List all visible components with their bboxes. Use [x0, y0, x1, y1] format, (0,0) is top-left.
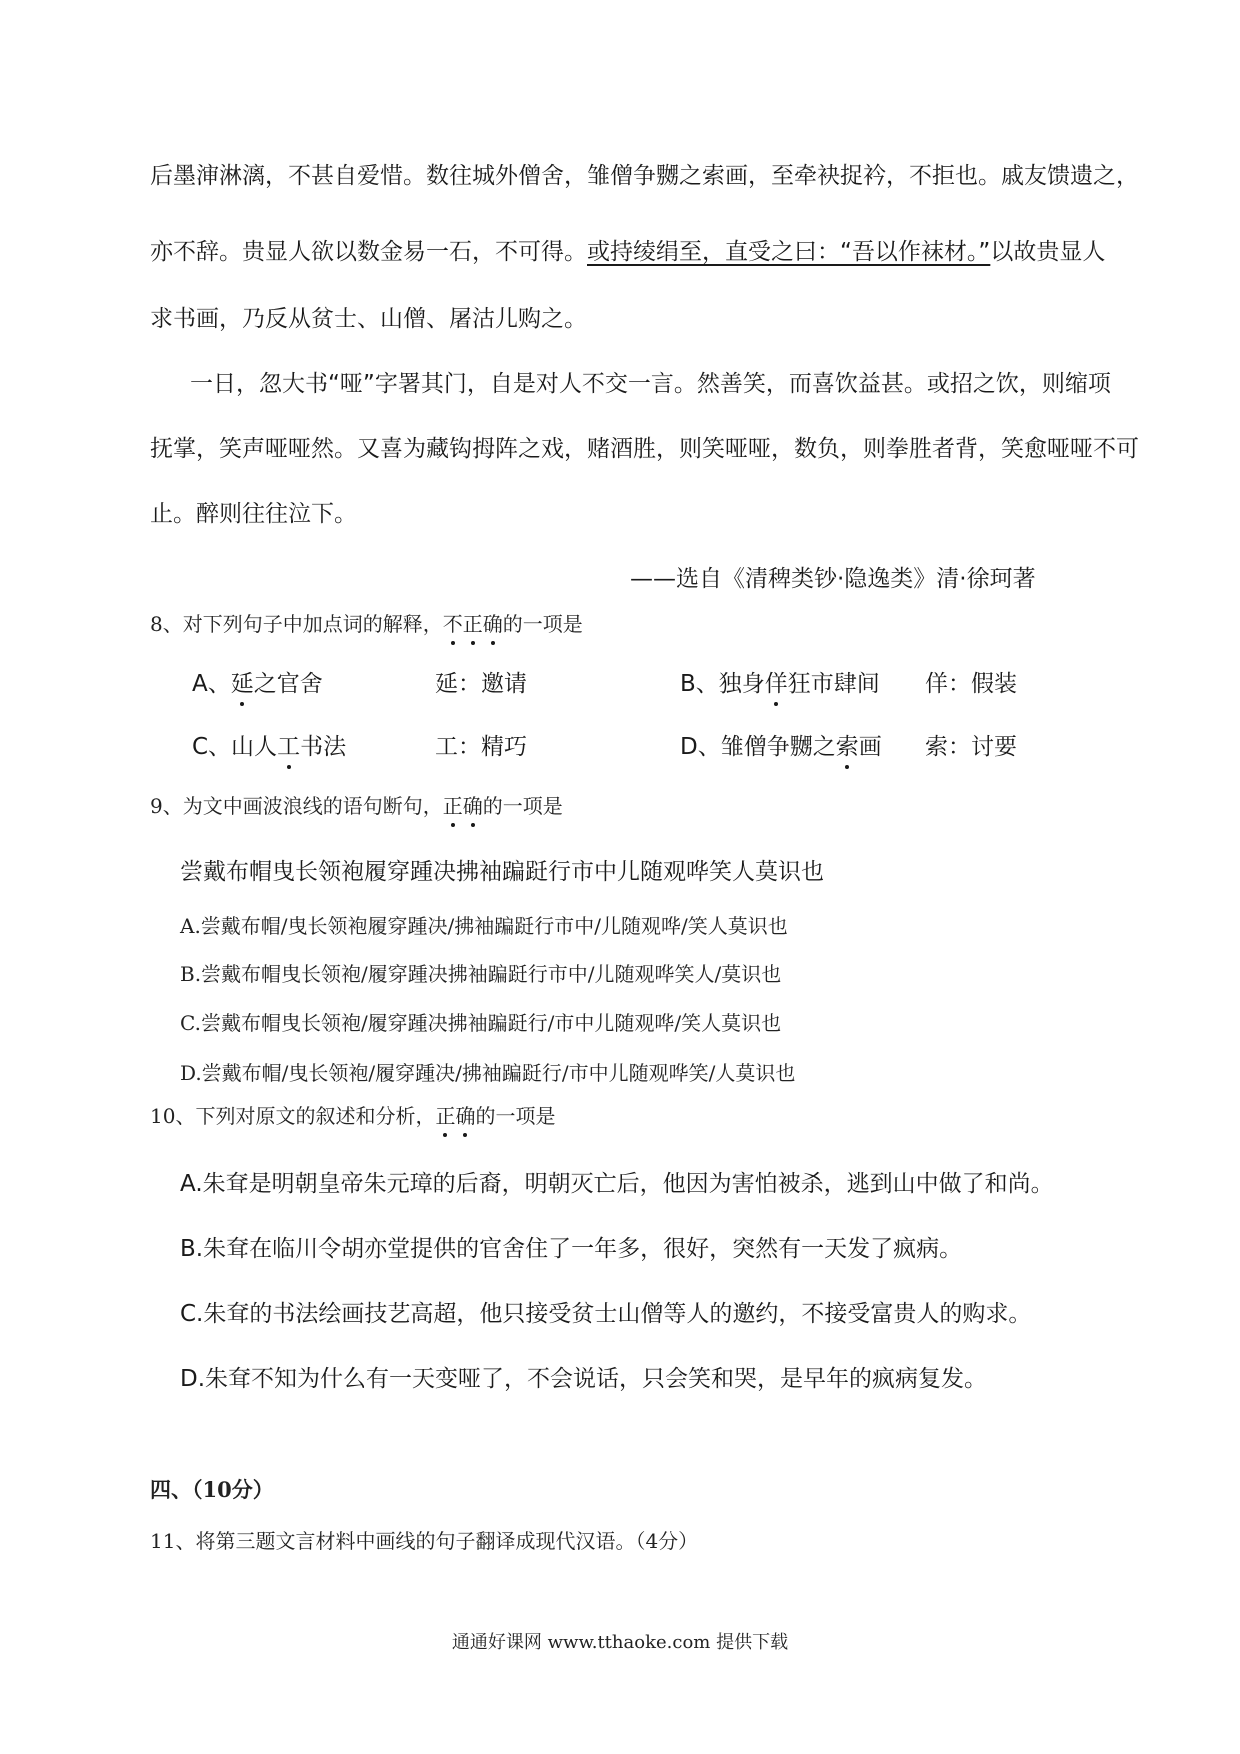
- dotted-char: 正: [463, 608, 483, 637]
- q8-option-d-def: 索：讨要: [925, 734, 1017, 760]
- dotted-char: 工: [277, 728, 300, 761]
- passage-source: ——选自《清稗类钞·隐逸类》清·徐珂著: [630, 566, 1036, 592]
- q8-option-a: [192, 665, 323, 698]
- q8-option-b-def: 佯：假装: [925, 671, 1017, 697]
- dotted-char: 佯: [765, 665, 788, 698]
- passage-line: 抚掌，笑声哑哑然。又喜为藏钩拇阵之戏，赌酒胜，则笑哑哑，数负，则拳胜者背，笑愈哑哑不可: [150, 436, 1139, 462]
- passage-text: 亦不辞。贵显人欲以数金易一石，不可得。: [150, 239, 587, 265]
- option-text: 画: [858, 734, 882, 760]
- dotted-char: 确: [463, 790, 483, 819]
- dotted-char: 确: [483, 608, 503, 637]
- question-11: 11、将第三题文言材料中画线的句子翻译成现代汉语。（4分）: [150, 1529, 699, 1553]
- option-text: B、独身: [680, 671, 765, 697]
- stem-text: 10、下列对原文的叙述和分析，: [150, 1104, 436, 1128]
- dotted-char: 确: [455, 1100, 475, 1129]
- q8-option-d: [680, 728, 882, 761]
- passage-line: [150, 233, 1105, 266]
- stem-text: 的一项是: [482, 794, 563, 818]
- stem-text: 的一项是: [502, 612, 583, 636]
- q9-option-c: C.尝戴布帽曳长领袍/履穿踵决拂袖蹁跹行/市中儿随观哗/笑人莫识也: [180, 1011, 782, 1035]
- stem-text: 9、为文中画波浪线的语句断句，: [150, 794, 443, 818]
- stem-text: 8、对下列句子中加点词的解释，: [150, 612, 443, 636]
- dotted-char: 正: [435, 1100, 455, 1129]
- page-footer: 通通好课网 www.tthaoke.com 提供下载: [451, 1632, 789, 1653]
- dotted-char: 延: [231, 665, 254, 698]
- passage-line: 止。醉则往往泣下。: [150, 501, 357, 527]
- stem-text: 的一项是: [475, 1104, 556, 1128]
- option-text: D、雏僧争嬲之: [680, 734, 836, 760]
- passage-line: 一日，忽大书“哑”字署其门，自是对人不交一言。然善笑，而喜饮益甚。或招之饮，则缩项: [190, 371, 1111, 397]
- q9-option-d: D.尝戴布帽/曳长领袍/履穿踵决/拂袖蹁跹行/市中儿随观哗笑/人莫识也: [180, 1061, 796, 1085]
- option-text: C、山人: [192, 734, 278, 760]
- option-text: 书法: [300, 734, 347, 760]
- option-text: 狂市肆间: [787, 671, 880, 697]
- q10-option-b: B.朱耷在临川令胡亦堂提供的官舍住了一年多，很好，突然有一天发了疯病。: [180, 1236, 963, 1262]
- section-4-heading: 四、（10分）: [150, 1477, 274, 1502]
- question-8-stem: [150, 608, 583, 637]
- q9-sentence: 尝戴布帽曳长领袍履穿踵决拂袖蹁跹行市中儿随观哗笑人莫识也: [180, 859, 824, 885]
- question-10-stem: [150, 1100, 555, 1129]
- q10-option-a: A.朱耷是明朝皇帝朱元璋的后裔，明朝灭亡后，他因为害怕被杀，逃到山中做了和尚。: [180, 1171, 1054, 1197]
- option-text: A、: [192, 671, 231, 697]
- dotted-char: 索: [836, 728, 859, 761]
- passage-line: 后墨渖淋漓，不甚自爱惜。数往城外僧舍，雏僧争嬲之索画，至牵袂捉衿，不拒也。戚友馈遗之，: [150, 163, 1139, 189]
- dotted-char: 正: [443, 790, 463, 819]
- underlined-sentence: 或持绫绢至，直受之曰：“吾以作袜材。”: [587, 239, 991, 265]
- passage-line: 求书画，乃反从贫士、山僧、屠沽儿购之。: [150, 306, 587, 332]
- question-9-stem: [150, 790, 563, 819]
- q10-option-d: D.朱耷不知为什么有一天变哑了，不会说话，只会笑和哭，是早年的疯病复发。: [180, 1366, 988, 1392]
- option-text: 之官舍: [253, 671, 323, 697]
- q9-option-a: A.尝戴布帽/曳长领袍履穿踵决/拂袖蹁跹行市中/儿随观哗/笑人莫识也: [180, 914, 788, 938]
- q9-option-b: B.尝戴布帽曳长领袍/履穿踵决拂袖蹁跹行市中/儿随观哗笑人/莫识也: [180, 962, 782, 986]
- q8-option-a-def: 延：邀请: [435, 671, 527, 697]
- dotted-char: 不: [443, 608, 463, 637]
- q10-option-c: C.朱耷的书法绘画技艺高超，他只接受贫士山僧等人的邀约，不接受富贵人的购求。: [180, 1301, 1032, 1327]
- q8-option-c: [192, 728, 346, 761]
- q8-option-c-def: 工：精巧: [435, 734, 527, 760]
- q8-option-b: [680, 665, 880, 698]
- passage-text: 以故贵显人: [990, 239, 1106, 265]
